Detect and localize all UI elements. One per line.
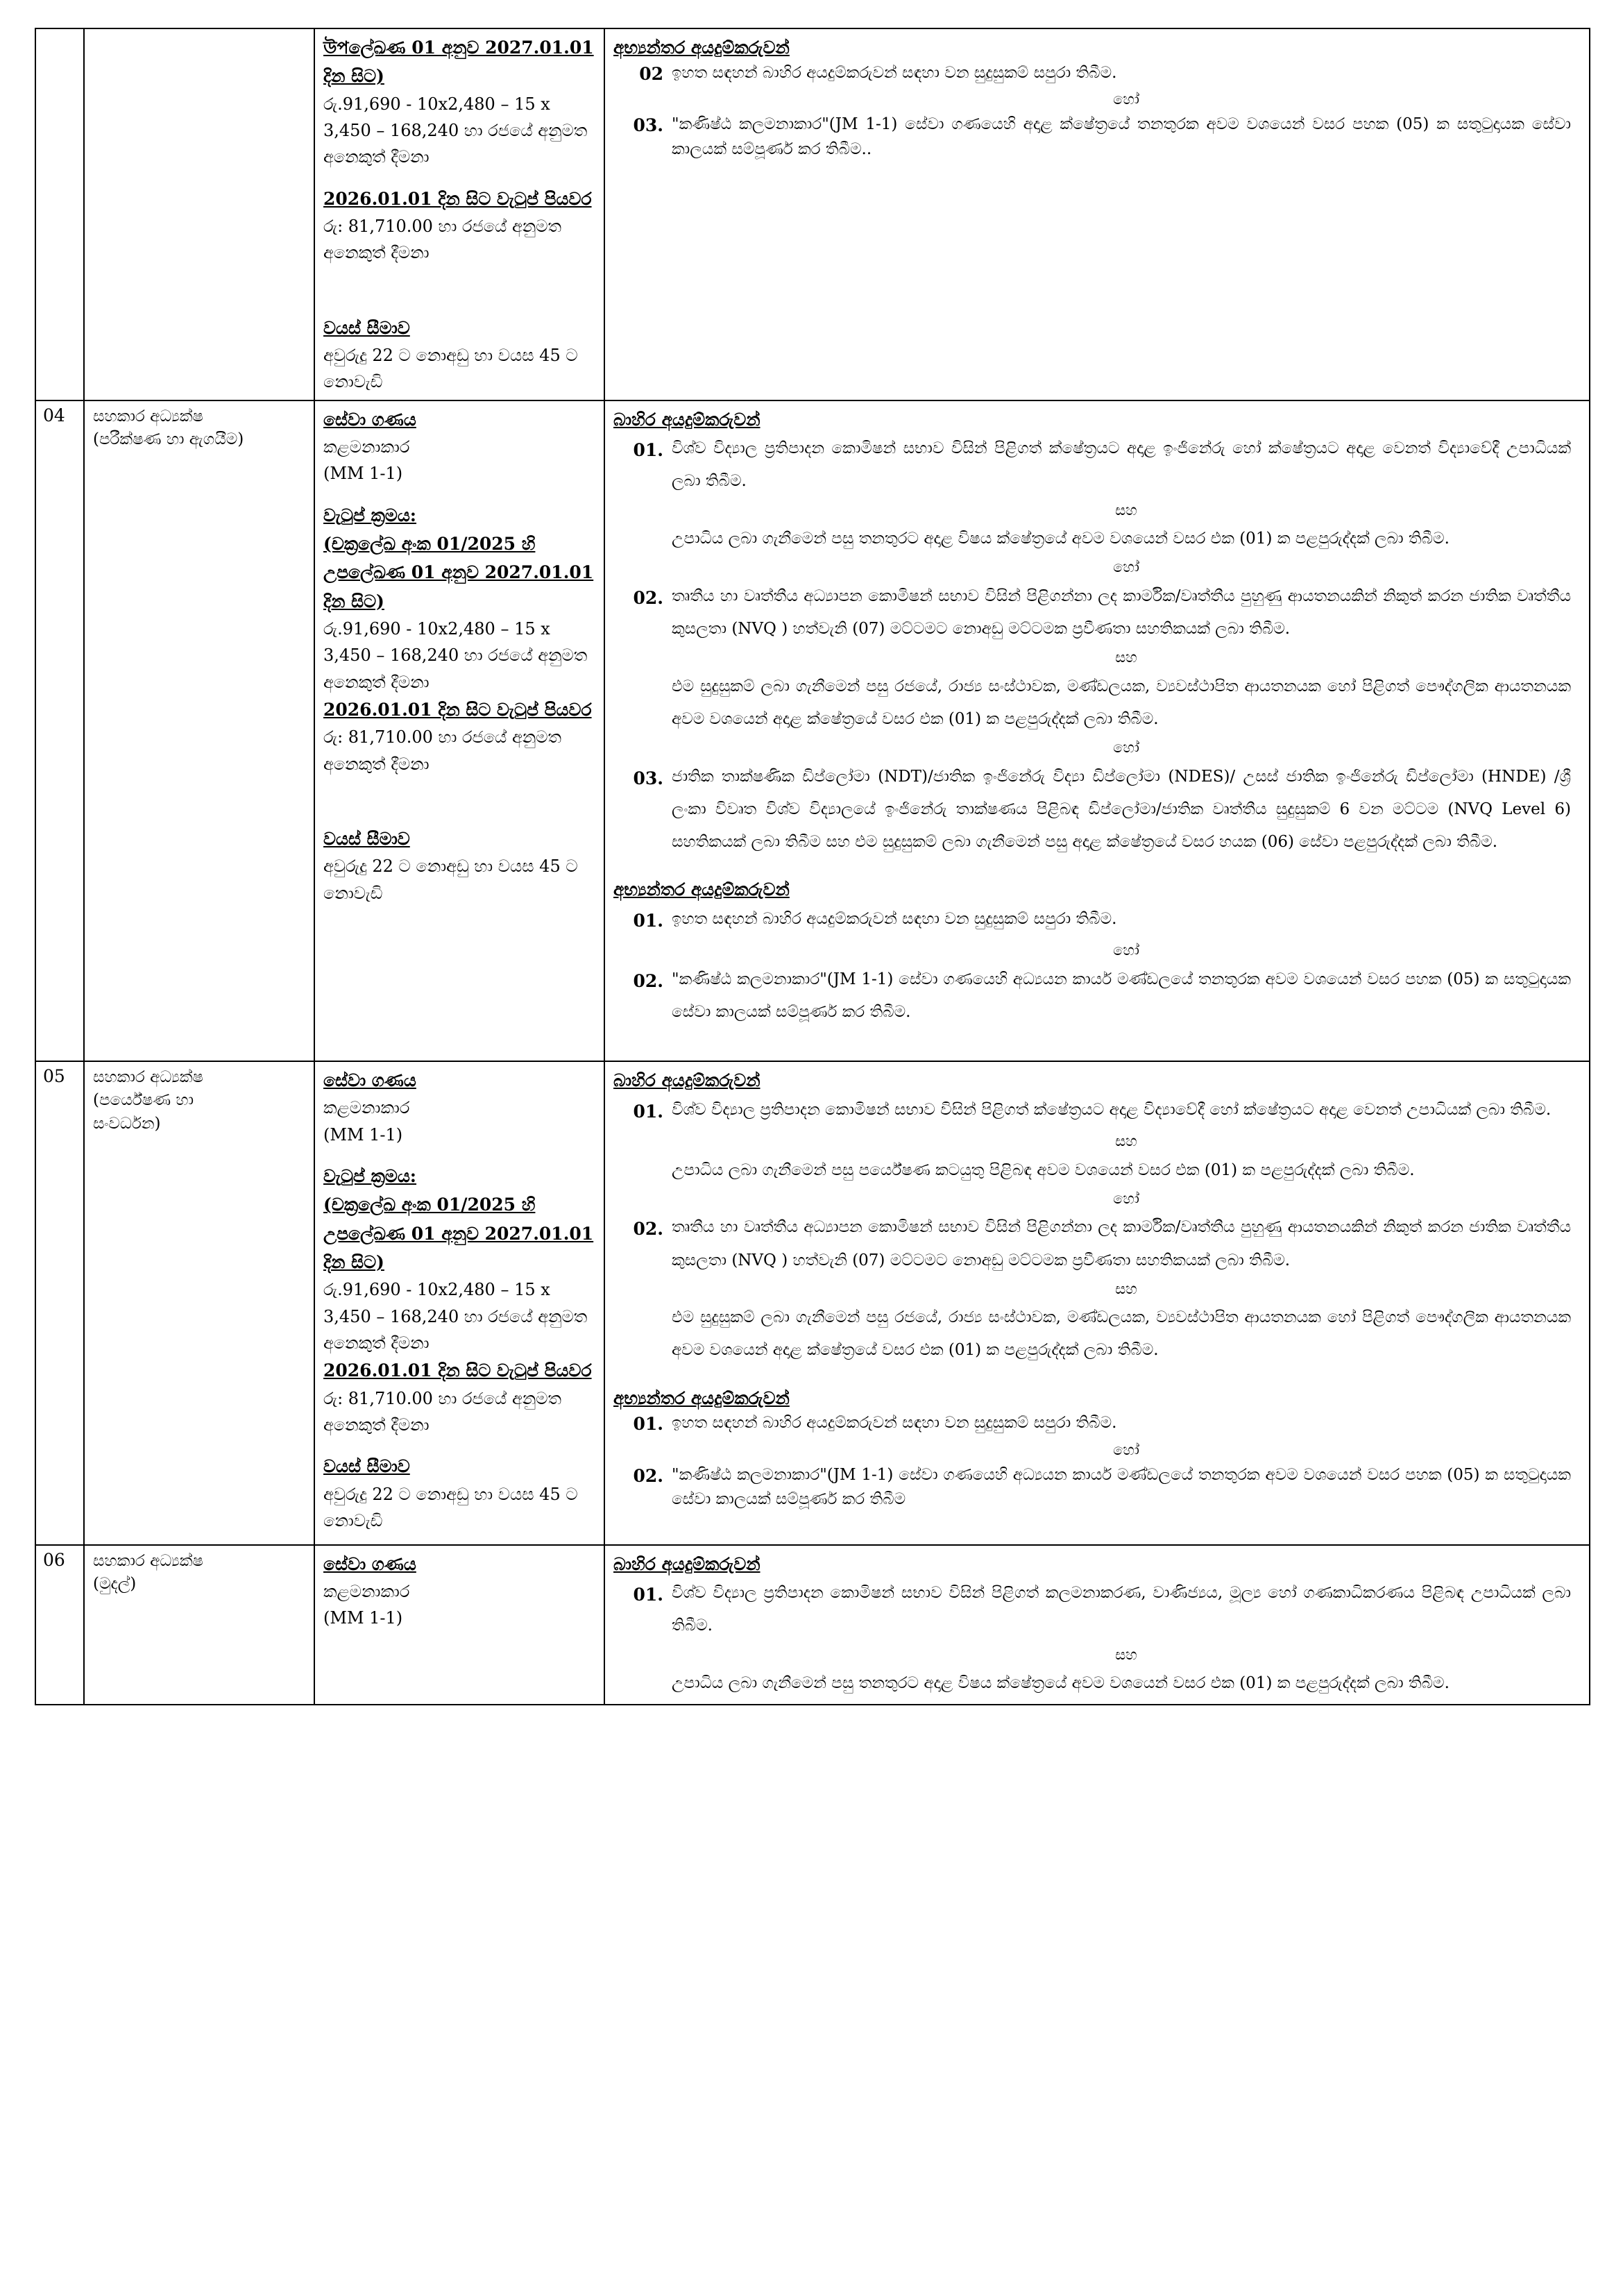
qualification-text: විශ්ව විද්‍යාල ප්‍රතිපාදන කොමිෂන් සභාව විසින් පිළිගත් ක්ෂේත්‍රයට අදාළ ඉංජිනේරු හෝ ක්ෂේත්‍රයට අදාළ වෙනත් විද්‍යාවේදී උපාධියක් ලබා තිබීම. [672, 439, 1571, 491]
qualification-number: 02. [633, 588, 663, 609]
salary-text: කළමනාකාර [323, 437, 410, 457]
applicant-section-heading: අභ්‍යන්තර අයදුම්කරුවන් [613, 1387, 790, 1408]
row-number-cell [35, 400, 84, 1061]
post-name-cell [84, 1061, 314, 1545]
conjunction: සහ [1115, 649, 1137, 666]
qualification-continuation: උපාධිය ලබා ගැනීමෙන් පසු පර්යේෂණ කටයුතු පිළිබඳ අවම වශයෙන් වසර එක (01) ක පළපුරුද්දක් ලබා තිබීම. [672, 1160, 1415, 1179]
salary-heading: සේවා ගණය [323, 1070, 416, 1091]
qualification-item [613, 903, 1581, 938]
qualification-text: විශ්ව විද්‍යාල ප්‍රතිපාදන කොමිෂන් සභාව විසින් පිළිගත් කලමනාකරණ, වාණිජ්‍යය, මූල්‍ය හෝ ගණකාධිකරණය පිළිබඳ උපාධියක් ලබා තිබීම. [672, 1584, 1571, 1635]
salary-cell [314, 28, 604, 400]
conjunction: හෝ [1113, 559, 1139, 576]
applicant-section [613, 1551, 1581, 1700]
table-row [35, 1061, 1590, 1545]
conjunction: හෝ [1113, 1441, 1139, 1458]
table-row [35, 400, 1590, 1061]
salary-text: රු: 81,710.00 හා රජයේ අනුමත අනෙකුත් දීමනා [323, 216, 561, 263]
qualification-number: 02. [633, 1219, 663, 1240]
qualification-text: ජාතික තාක්ෂණික ඩිප්ලෝමා (NDT)/ජාතික ඉංජිනේරු විද්‍යා ඩිප්ලෝමා (NDES)/ උසස් ජාතික ඉංජිනේරු ඩිප්ලෝමා (HNDE) /ශ්‍රී ලංකා විවෘත විශ්ව විද්‍යාලයේ ඉංජිනේරු තාක්ෂණය පිළිබඳ ඩිප්ලෝමා/ජාතික වෘත්තීය සුදුසුකම් 6 වන මට්ටම (NVQ Level 6) සහතිකයක් ලබා තිබීම සහ එම සුදුසුකම් ලබා ගැනීමෙන් පසු අදාළ ක්ෂේත්‍රයේ වසර හයක (06) සේවා පළපුරුද්දක් ලබා තිබීම. [672, 767, 1571, 852]
qualification-item [613, 1411, 1581, 1438]
salary-heading: වයස් සීමාව [323, 317, 410, 338]
qualification-number: 01. [633, 1414, 663, 1435]
salary-heading: উপලේඛණ 01 අනුව 2027.01.01 දින සිට) [323, 37, 594, 87]
post-name-line: සහකාර අධ්‍යක්ෂ [93, 407, 203, 425]
table-row [35, 28, 1590, 400]
qualification-continuation: උපාධිය ලබා ගැනීමෙන් පසු තනතුරට අදාළ විෂය ක්ෂේත්‍රයේ අවම වශයෙන් වසර එක (01) ක පළපුරුද්දක් ලබා තිබීම. [672, 530, 1450, 548]
qualification-item [613, 1094, 1581, 1129]
qualification-text: ඉහත සඳහන් බාහිර අයදුම්කරුවන් සඳහා වන සුදුසුකම් සපුරා තිබීම. [672, 63, 1117, 82]
salary-text: (MM 1-1) [323, 1124, 403, 1145]
post-name-line: (පර්යේෂණ හා [93, 1091, 194, 1110]
qualification-item [613, 761, 1581, 859]
salary-text: රු: 81,710.00 හා රජයේ අනුමත අනෙකුත් දීමනා [323, 727, 561, 774]
salary-heading: 2026.01.01 දින සිට වැටුප් පියවර [323, 1360, 592, 1381]
qualification-text: ඉහත සඳහන් බාහිර අයදුම්කරුවන් සඳහා වන සුදුසුකම් සපුරා තිබීම. [672, 909, 1117, 928]
qualification-number: 01. [633, 440, 663, 461]
salary-text: රු: 81,710.00 හා රජයේ අනුමත අනෙකුත් දීමනා [323, 1388, 561, 1435]
qualifications-cell [604, 28, 1590, 400]
qualification-item [613, 1577, 1581, 1642]
applicant-section [613, 1067, 1581, 1367]
salary-text: රු.91,690 - 10x2,480 – 15 x 3,450 – 168,240 හා රජයේ අනුමත අනෙකුත් දීමනා [323, 618, 588, 692]
conjunction: සහ [1115, 501, 1137, 518]
salary-cell [314, 1545, 604, 1705]
qualifications-cell [604, 1061, 1590, 1545]
salary-heading: (චක්‍රලේඛ අංක 01/2025 හි උපලේඛණ 01 අනුව 2027.01.01 දින සිට) [323, 534, 594, 611]
post-name-line: සහකාර අධ්‍යක්ෂ [93, 1551, 203, 1570]
qualification-item [613, 963, 1581, 1029]
salary-text: කළමනාකාර [323, 1582, 410, 1602]
qualification-text: "කණිෂ්ඨ කලමනාකාර"(JM 1-1) සේවා ගණයෙහි අදාළ ක්ෂේත්‍රයේ තනතුරක අවම වශයෙන් වසර පහක (05) ක සතුටුදායක සේවා කාලයක් සම්පූර්ණ කර තිබීම.. [672, 115, 1571, 158]
qualification-number: 02. [633, 1465, 663, 1486]
salary-text: කළමනාකාර [323, 1098, 410, 1118]
applicant-section [613, 877, 1581, 1029]
qualification-continuation: එම සුදුසුකම් ලබා ගැනීමෙන් පසු රජයේ, රාජ්‍ය සංස්ථාවක, මණ්ඩලයක, ව්‍යවස්ථාපිත ආයතනයක හෝ පිළිගත් පෞද්ගලික ආයතනයක අවම වශයෙන් අදාළ ක්ෂේත්‍රයේ වසර එක (01) ක පළපුරුද්දක් ලබා තිබීම. [672, 677, 1571, 729]
conjunction: සහ [1115, 1280, 1137, 1297]
applicant-section-heading: බාහිර අයදුම්කරුවන් [613, 1553, 760, 1574]
qualification-continuation: එම සුදුසුකම් ලබා ගැනීමෙන් පසු රජයේ, රාජ්‍ය සංස්ථාවක, මණ්ඩලයක, ව්‍යවස්ථාපිත ආයතනයක හෝ පිළිගත් පෞද්ගලික ආයතනයක අවම වශයෙන් අදාළ ක්ෂේත්‍රයේ වසර එක (01) ක පළපුරුද්දක් ලබා තිබීම. [672, 1308, 1571, 1360]
row-number [36, 29, 83, 37]
qualification-number: 03. [633, 115, 663, 135]
salary-heading: වැටුප් ක්‍රමය: [323, 505, 417, 525]
row-number-cell [35, 1061, 84, 1545]
row-number: 05 [43, 1066, 65, 1087]
salary-cell [314, 1061, 604, 1545]
post-name-line: (මුදල්) [93, 1575, 137, 1594]
qualification-text: තෘතීය හා වෘත්තීය අධ්‍යාපන කොමිෂන් සභාව විසින් පිළිගන්නා ලද කාර්මික/වෘත්තීය පුහුණු ආයතනයකින් නිකුත් කරන ජාතික වෘත්තීය කුසලතා (NVQ ) හත්වැනි (07) මට්ටමට නොඅඩු මට්ටමක ප්‍රවීණතා සහතිකයක් ලබා තිබීම. [672, 587, 1571, 639]
salary-heading: 2026.01.01 දින සිට වැටුප් පියවර [323, 188, 592, 209]
salary-heading: සේවා ගණය [323, 1553, 416, 1574]
salary-text: (MM 1-1) [323, 1608, 403, 1628]
qualifications-table [35, 28, 1590, 1705]
qualification-item [613, 1463, 1581, 1512]
qualification-number: 01. [633, 1101, 663, 1122]
qualification-number: 02 [639, 63, 663, 84]
applicant-section [613, 407, 1581, 859]
post-name-line: සහකාර අධ්‍යක්ෂ [93, 1068, 203, 1087]
salary-heading: වැටුප් ක්‍රමය: [323, 1166, 417, 1187]
post-name-line: සංවර්ධන) [93, 1114, 161, 1133]
conjunction: හෝ [1113, 1190, 1139, 1207]
applicant-section-heading: අභ්‍යන්තර අයදුම්කරුවන් [613, 879, 790, 900]
applicant-section [613, 1385, 1581, 1512]
conjunction: හෝ [1113, 91, 1139, 108]
row-number: 04 [43, 405, 65, 425]
qualification-item [613, 61, 1581, 88]
qualification-item [613, 1211, 1581, 1276]
salary-text: අවුරුදු 22 ට නොඅඩු හා වයස 45 ට නොවැඩි [323, 345, 578, 392]
salary-text: රු.91,690 - 10x2,480 – 15 x 3,450 – 168,240 හා රජයේ අනුමත අනෙකුත් දීමනා [323, 94, 588, 167]
applicant-section-heading: අභ්‍යන්තර අයදුම්කරුවන් [613, 37, 790, 58]
qualification-number: 01. [633, 910, 663, 931]
qualification-text: "කණිෂ්ඨ කලමනාකාර"(JM 1-1) සේවා ගණයෙහි අධ්‍යයන කාර්ය මණ්ඩලයේ තනතුරක අවම වශයෙන් වසර පහක (05) ක සතුටුදායක සේවා කාලයක් සම්පූර්ණ කර තිබීම. [672, 970, 1571, 1021]
post-name-line: (පරීක්ෂණ හා ඇගයීම) [93, 430, 244, 449]
post-name-cell [84, 1545, 314, 1705]
qualification-continuation: උපාධිය ලබා ගැනීමෙන් පසු තනතුරට අදාළ විෂය ක්ෂේත්‍රයේ අවම වශයෙන් වසර එක (01) ක පළපුරුද්දක් ලබා තිබීම. [672, 1674, 1450, 1693]
qualification-number: 01. [633, 1585, 663, 1605]
conjunction: සහ [1115, 1132, 1137, 1149]
row-number-cell [35, 28, 84, 400]
post-name-cell [84, 28, 314, 400]
salary-heading: 2026.01.01 දින සිට වැටුප් පියවර [323, 699, 592, 720]
salary-heading: සේවා ගණය [323, 409, 416, 430]
applicant-section-heading: බාහිර අයදුම්කරුවන් [613, 1070, 760, 1091]
salary-text: රු.91,690 - 10x2,480 – 15 x 3,450 – 168,240 හා රජයේ අනුමත අනෙකුත් දීමනා [323, 1280, 588, 1353]
row-number-cell [35, 1545, 84, 1705]
qualification-item [613, 432, 1581, 498]
salary-heading: (චක්‍රලේඛ අංක 01/2025 හි උපලේඛණ 01 අනුව 2027.01.01 දින සිට) [323, 1195, 594, 1272]
table-row [35, 1545, 1590, 1705]
qualification-text: විශ්ව විද්‍යාල ප්‍රතිපාදන කොමිෂන් සභාව විසින් පිළිගත් ක්ෂේත්‍රයට අදාළ විද්‍යාවේදී හෝ ක්ෂේත්‍රයට අදාළ වෙනත් උපාධියක් ලබා තිබීම. [672, 1100, 1552, 1119]
applicant-section-heading: බාහිර අයදුම්කරුවන් [613, 409, 760, 430]
conjunction: හෝ [1113, 739, 1139, 757]
qualification-item [613, 112, 1581, 162]
qualification-text: ඉහත සඳහන් බාහිර අයදුම්කරුවන් සඳහා වන සුදුසුකම් සපුරා තිබීම. [672, 1414, 1117, 1433]
conjunction: සහ [1115, 1646, 1137, 1663]
salary-text: (MM 1-1) [323, 464, 403, 484]
qualifications-cell [604, 400, 1590, 1061]
salary-heading: වයස් සීමාව [323, 1456, 410, 1477]
row-number: 06 [43, 1549, 65, 1570]
qualification-number: 02. [633, 970, 663, 991]
qualification-item [613, 580, 1581, 645]
qualification-number: 03. [633, 768, 663, 788]
salary-text: අවුරුදු 22 ට නොඅඩු හා වයස 45 ට නොවැඩි [323, 856, 578, 903]
conjunction: හෝ [1113, 942, 1139, 959]
qualification-text: තෘතීය හා වෘත්තීය අධ්‍යාපන කොමිෂන් සභාව විසින් පිළිගන්නා ලද කාර්මික/වෘත්තීය පුහුණු ආයතනයකින් නිකුත් කරන ජාතික වෘත්තීය කුසලතා (NVQ ) හත්වැනි (07) මට්ටමට නොඅඩු මට්ටමක ප්‍රවීණතා සහතිකයක් ලබා තිබීම. [672, 1218, 1571, 1269]
qualifications-cell [604, 1545, 1590, 1705]
salary-cell [314, 400, 604, 1061]
post-name-cell [84, 400, 314, 1061]
applicant-section [613, 35, 1581, 162]
salary-heading: වයස් සීමාව [323, 828, 410, 849]
salary-text: අවුරුදු 22 ට නොඅඩු හා වයස 45 ට නොවැඩි [323, 1484, 578, 1530]
table-body [35, 28, 1590, 1705]
qualification-text: "කණිෂ්ඨ කලමනාකාර"(JM 1-1) සේවා ගණයෙහි අධ්‍යයන කාර්ය මණ්ඩලයේ තනතුරක අවම වශයෙන් වසර පහක (05) ක සතුටුදායක සේවා කාලයක් සම්පූර්ණ කර තිබීම [672, 1465, 1571, 1509]
